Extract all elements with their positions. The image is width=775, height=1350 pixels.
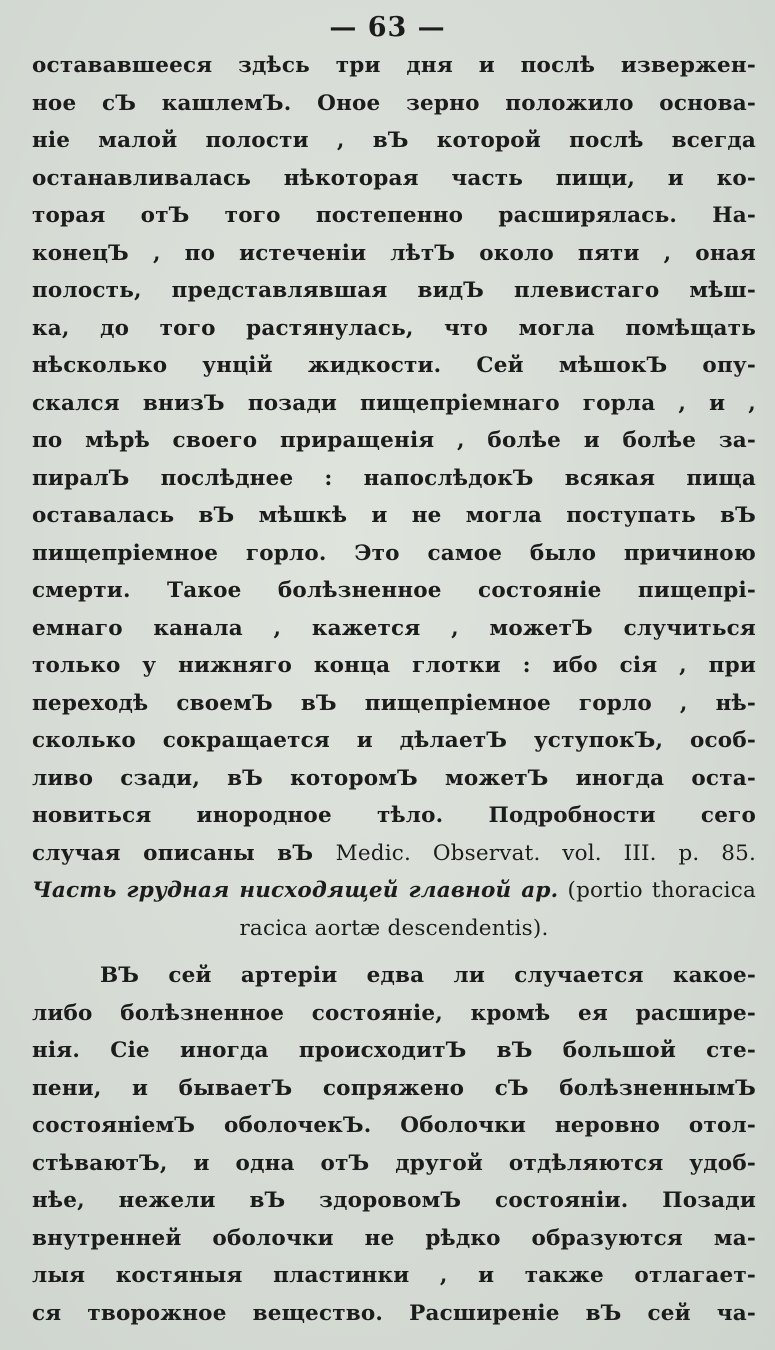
paragraph-2-line: нѣе, нежели вЪ здоровомЪ состояніи. Позади xyxy=(32,1188,756,1213)
paragraph-2-line: нія. Сіе иногда происходитЪ вЪ большой сте- xyxy=(32,1038,756,1063)
text-line: только у нижняго конца глотки : ибо сія , при xyxy=(32,653,756,678)
text-line: нѣсколько унцій жидкости. Сей мѣшокЪ опу- xyxy=(32,353,756,378)
text-line-1-content: остававшееся здѣсь три дня и послѣ извержен- xyxy=(32,53,756,78)
section-heading-latin: (portio thoracica xyxy=(558,878,757,903)
text-line: полость, представлявшая видЪ плевистаго мѣш- xyxy=(32,278,756,303)
text-line: ка, до того растянулась, что могла помѣщать xyxy=(32,315,756,341)
section-heading: Часть грудная нисходящей главной ар. xyxy=(32,878,559,903)
paragraph-2-line: либо болѣзненное состояніе, кромѣ ея расшире- xyxy=(32,1000,756,1026)
text-line: новиться инородное тѣло. Подробности сего xyxy=(32,803,756,828)
text-line: конецЪ , по истеченіи лѣтЪ около пяти , оная xyxy=(32,240,756,266)
paragraph-2-line: ся творожное вещество. Расширеніе вЪ сей ча- xyxy=(32,1300,756,1326)
text-line: сколько сокращается и дѣлаетЪ уступокЪ, особ- xyxy=(32,728,756,753)
text-line-1 xyxy=(32,47,756,85)
page-number: — 63 — xyxy=(329,12,446,43)
text-line: смерти. Такое болѣзненное состояніе пищепрі- xyxy=(32,578,756,603)
paragraph-2-line: стѣваютЪ, и одна отЪ другой отдѣляются удоб- xyxy=(32,1150,756,1176)
text-line: торая отЪ того постепенно расширялась. На- xyxy=(32,203,756,228)
paragraph-gap xyxy=(32,947,756,957)
citation-latin: Medic. Observat. vol. III. p. 85. xyxy=(335,840,756,866)
citation-prefix: случая описаны вЪ xyxy=(32,840,336,866)
text-line-citation xyxy=(32,835,756,873)
paragraph-2-line: пени, и бываетЪ сопряжено сЪ болѣзненнымЪ xyxy=(32,1075,756,1101)
text-line: ливо сзади, вЪ которомЪ можетЪ иногда оста- xyxy=(32,765,756,791)
text-line: ное сЪ кашлемЪ. Оное зерно положило основа- xyxy=(32,90,756,116)
text-line: пиралЪ послѣднее : напослѣдокЪ всякая пища xyxy=(32,465,756,491)
paragraph-2-line: внутренней оболочки не рѣдко образуются ма- xyxy=(32,1225,756,1251)
text-line: по мѣрѣ своего приращенія , болѣе и болѣе за- xyxy=(32,428,756,453)
text-line: пищепріемное горло. Это самое было причиною xyxy=(32,540,756,566)
section-heading-latin-cont: racica aortæ descendentis). xyxy=(239,915,549,941)
text-line: емнаго канала , кажется , можетЪ случиться xyxy=(32,615,756,641)
text-line: оставалась вЪ мѣшкѣ и не могла поступать вЪ xyxy=(32,503,756,528)
section-heading-line xyxy=(32,872,756,910)
paragraph-2-line: состояніемЪ оболочекЪ. Оболочки неровно отол- xyxy=(32,1113,756,1138)
text-line: ніе малой полости , вЪ которой послѣ всегда xyxy=(32,128,756,153)
paragraph-2-line: лыя костяныя пластинки , и также отлагает- xyxy=(32,1263,756,1288)
text-line: останавливалась нѣкоторая часть пищи, и ко- xyxy=(32,165,756,191)
text-line: скался внизЪ позади пищепріемнаго горла , и , xyxy=(32,390,756,416)
text-line: переходѣ своемЪ вЪ пищепріемное горло , нѣ- xyxy=(32,690,756,716)
body-text xyxy=(32,47,756,1332)
paragraph-2-line: ВЪ сей артеріи едва ли случается какое- xyxy=(100,963,756,988)
